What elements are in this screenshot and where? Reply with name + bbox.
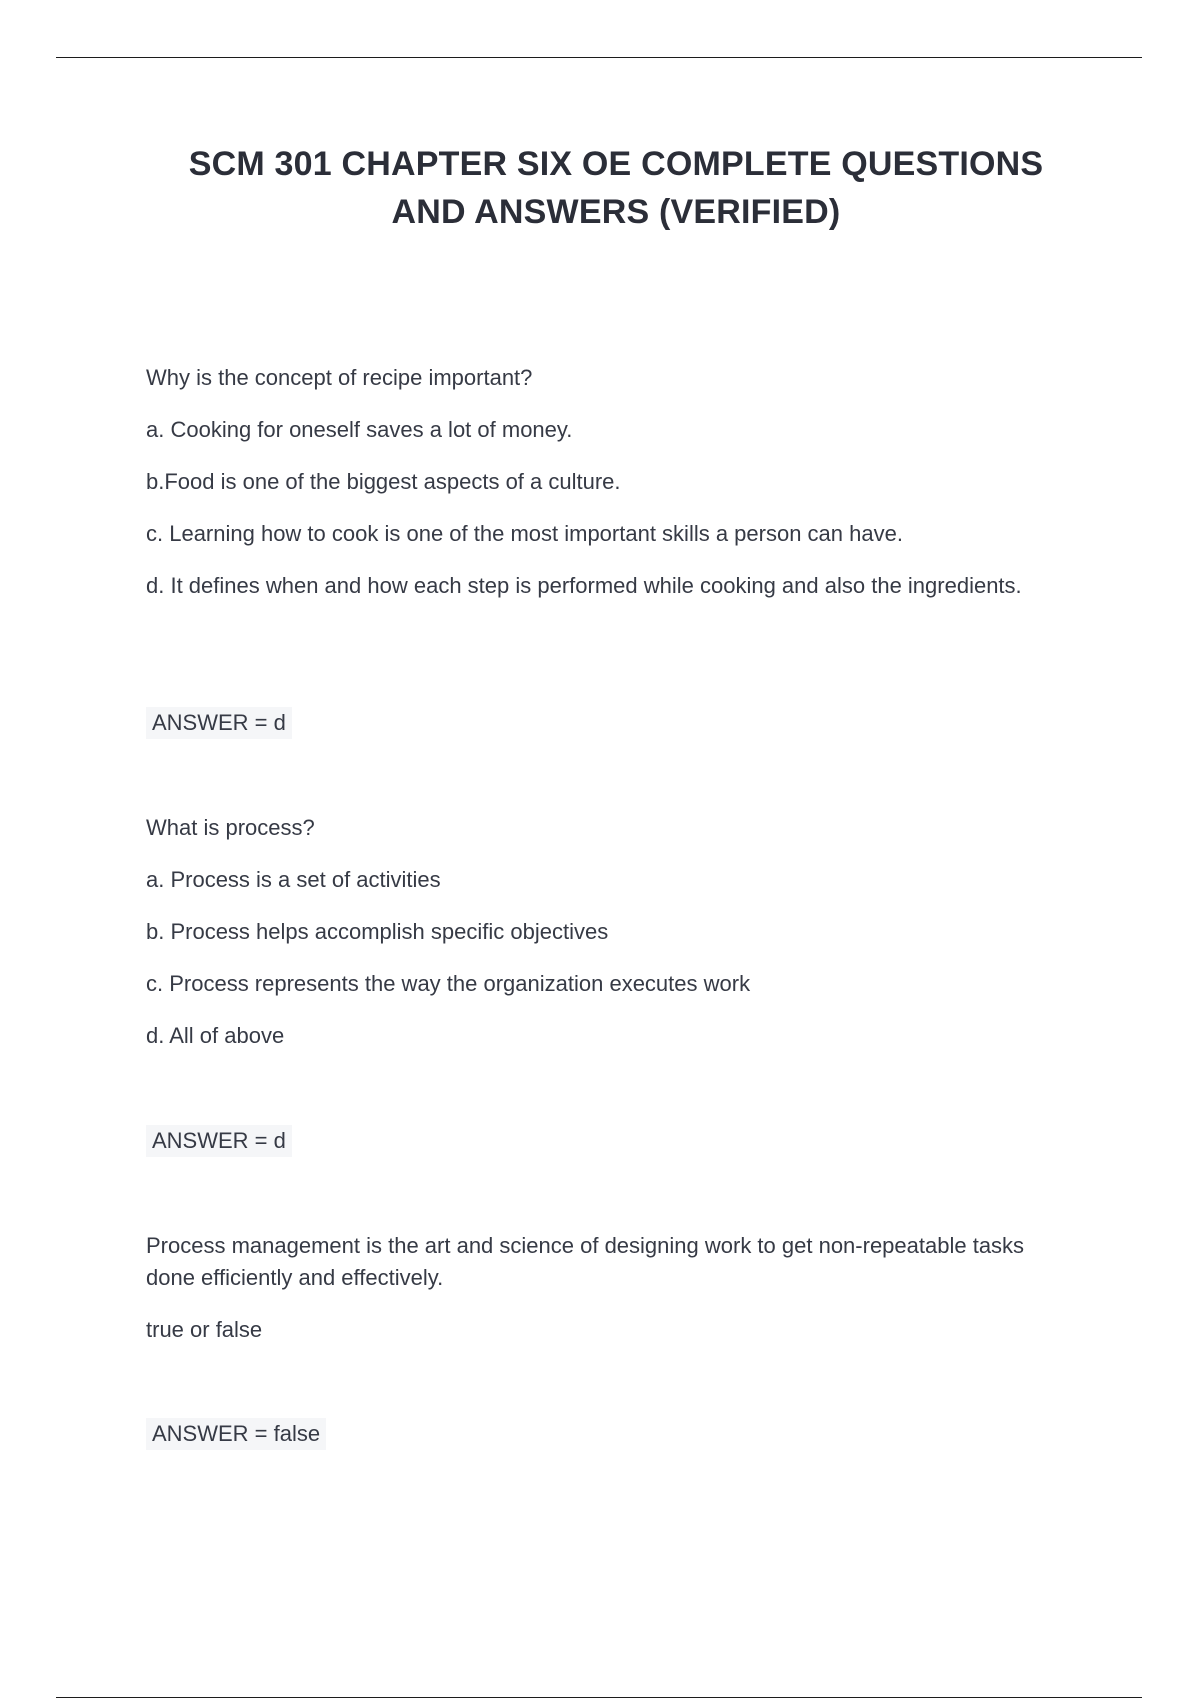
question-text: Why is the concept of recipe important? <box>146 365 533 390</box>
option-a: a. Process is a set of activities <box>146 867 441 892</box>
option-d: d. All of above <box>146 1023 285 1048</box>
question-block-2 <box>146 812 1066 1052</box>
option-a: a. Cooking for oneself saves a lot of money. <box>146 417 573 442</box>
answer-1: ANSWER = d <box>146 707 292 739</box>
title-line-2: AND ANSWERS (VERIFIED) <box>391 193 841 231</box>
question-text: Process management is the art and science of designing work to get non-repeatable tasks done efficiently and effectively. <box>146 1233 1025 1290</box>
top-rule <box>56 57 1142 58</box>
question-block-1 <box>146 362 1066 602</box>
option-d: d. It defines when and how each step is performed while cooking and also the ingredients. <box>146 573 1022 598</box>
true-false-prompt: true or false <box>146 1317 263 1342</box>
bottom-rule <box>56 1697 1142 1698</box>
option-b: b.Food is one of the biggest aspects of a culture. <box>146 469 621 494</box>
answer-2: ANSWER = d <box>146 1125 292 1157</box>
title-line-1: SCM 301 CHAPTER SIX OE COMPLETE QUESTIONS <box>188 145 1044 183</box>
option-b: b. Process helps accomplish specific objectives <box>146 919 609 944</box>
question-block-3 <box>146 1230 1066 1346</box>
answer-3: ANSWER = false <box>146 1418 326 1450</box>
document-title <box>0 140 1200 236</box>
option-c: c. Process represents the way the organization executes work <box>146 971 751 996</box>
question-text: What is process? <box>146 815 315 840</box>
option-c: c. Learning how to cook is one of the most important skills a person can have. <box>146 521 903 546</box>
